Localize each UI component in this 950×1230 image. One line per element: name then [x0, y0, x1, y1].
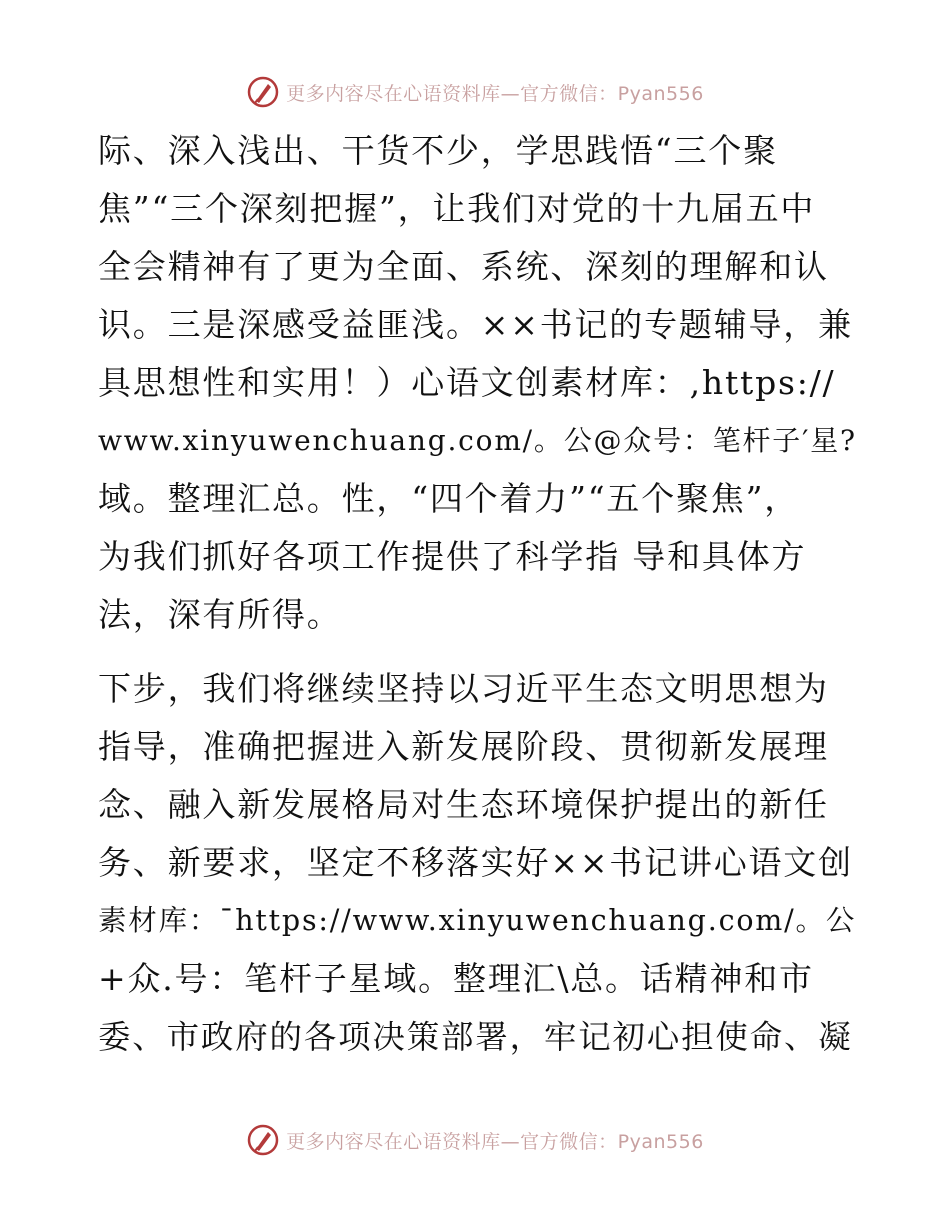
quill-logo-icon	[246, 1123, 280, 1157]
quill-logo-icon	[246, 75, 280, 109]
text-line: 法，深有所得。	[98, 595, 342, 634]
text-line: 识。三是深感受益匪浅。××书记的专题辅导，兼	[98, 305, 853, 344]
text-line: +众.号：笔杆子星域。整理汇\总。话精神和市	[98, 959, 814, 998]
text-line: 全会精神有了更为全面、系统、深刻的理解和认	[98, 247, 829, 286]
footer-banner	[0, 1120, 950, 1160]
document-body	[98, 122, 858, 1066]
text-line: 为我们抓好各项工作提供了科学指 导和具体方	[98, 537, 807, 576]
text-line: 务、新要求，坚定不移落实好××书记讲心语文创	[98, 843, 853, 882]
text-line: 际、深入浅出、干货不少，学思践悟“三个聚	[98, 131, 778, 170]
text-line: 委、市政府的各项决策部署，牢记初心担使命、凝	[98, 1018, 853, 1056]
text-line: 具思想性和实用！）心语文创素材库：,https://	[98, 363, 836, 402]
text-line: 指导，准确把握进入新发展阶段、贯彻新发展理	[98, 727, 829, 766]
text-line: 域。整理汇总。性，“四个着力”“五个聚焦”，	[98, 479, 800, 518]
text-line: www.xinyuwenchuang.com/。公@众号：笔杆子′星?	[98, 424, 857, 457]
text-line: 下步，我们将继续坚持以习近平生态文明思想为	[98, 669, 829, 708]
paragraph-gap	[98, 644, 858, 660]
header-banner-text: 更多内容尽在心语资料库—官方微信：Pyan556	[286, 82, 704, 105]
text-line: 念、融入新发展格局对生态环境保护提出的新任	[98, 785, 829, 824]
header-banner	[0, 72, 950, 112]
text-line: 素材库：¯https://www.xinyuwenchuang.com/。公	[98, 904, 857, 937]
text-line: 焦”“三个深刻把握”，让我们对党的十九届五中	[98, 189, 816, 228]
footer-banner-text: 更多内容尽在心语资料库—官方微信：Pyan556	[286, 1130, 704, 1153]
